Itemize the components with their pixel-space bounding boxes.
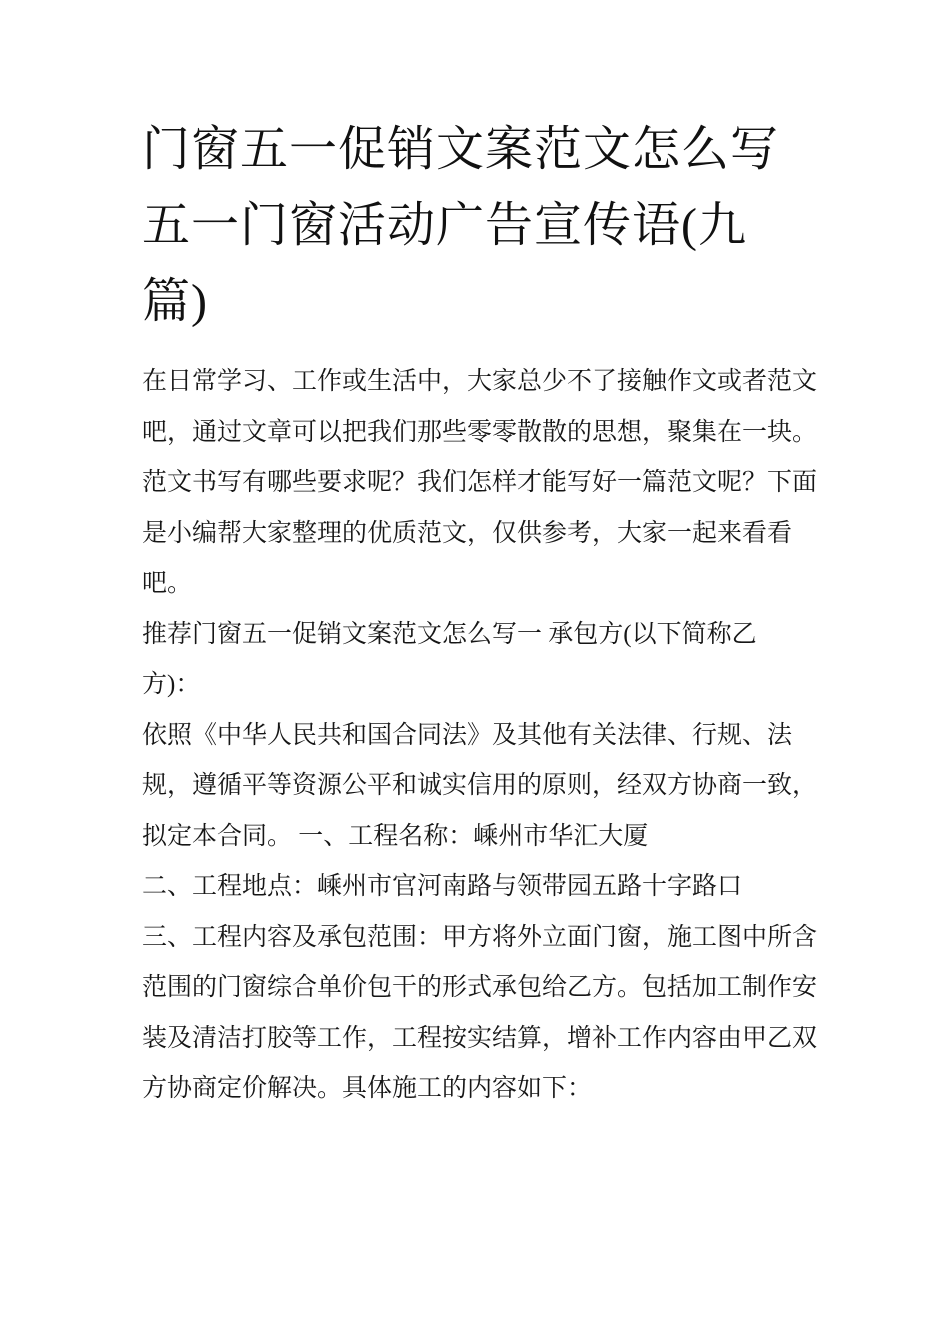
document-title <box>142 112 820 340</box>
paragraph <box>142 610 820 711</box>
text-line: 拟定本合同。 一、工程名称：嵊州市华汇大厦 <box>142 822 649 850</box>
text-line: 方协商定价解决。具体施工的内容如下： <box>142 1075 593 1102</box>
text-line: 吧。 <box>142 570 193 597</box>
title-line: 篇) <box>142 275 208 328</box>
paragraph <box>142 913 820 1115</box>
text-line: 吧，通过文章可以把我们那些零零散散的思想，聚集在一块。 <box>142 418 818 446</box>
text-line: 范围的门窗综合单价包干的形式承包给乙方。包括加工制作安 <box>142 974 818 1001</box>
document-page <box>0 112 950 1341</box>
text-line: 推荐门窗五一促销文案范文怎么写一 承包方(以下简称乙 <box>142 620 757 648</box>
paragraph <box>142 711 820 863</box>
text-line: 三、工程内容及承包范围：甲方将外立面门窗，施工图中所含 <box>142 923 818 951</box>
text-line: 是小编帮大家整理的优质范文，仅供参考，大家一起来看看 <box>142 519 793 547</box>
text-line: 依照《中华人民共和国合同法》及其他有关法律、行规、法 <box>142 721 793 749</box>
paragraph <box>142 357 820 610</box>
title-line: 门窗五一促销文案范文怎么写 <box>142 123 780 176</box>
text-line: 装及清洁打胶等工作，工程按实结算，增补工作内容由甲乙双 <box>142 1024 818 1052</box>
title-line: 五一门窗活动广告宣传语(九 <box>142 199 747 252</box>
text-line: 方)： <box>142 671 201 698</box>
text-line: 在日常学习、工作或生活中，大家总少不了接触作文或者范文 <box>142 368 818 395</box>
text-line: 范文书写有哪些要求呢？我们怎样才能写好一篇范文呢？下面 <box>142 469 818 496</box>
text-line: 规，遵循平等资源公平和诚实信用的原则，经双方协商一致， <box>142 772 818 799</box>
document-body <box>142 357 820 1115</box>
text-line: 二、工程地点：嵊州市官河南路与领带园五路十字路口 <box>142 873 743 900</box>
paragraph <box>142 862 820 913</box>
